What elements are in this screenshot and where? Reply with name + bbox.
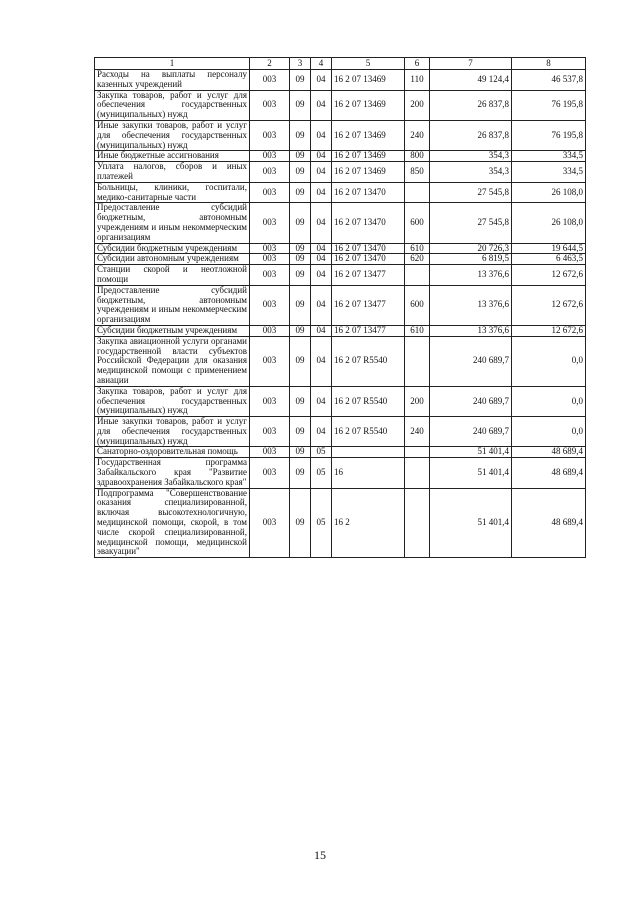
admin-code-cell: 003 [250,458,290,488]
amount-year2-cell: 46 537,8 [512,70,586,91]
expense-type-cell: 610 [405,325,430,336]
amount-year1-cell: 240 689,7 [430,417,512,447]
expense-type-cell: 110 [405,70,430,91]
target-article-cell: 16 2 07 13469 [332,70,405,91]
section-cell: 09 [290,254,311,265]
amount-year1-cell: 6 819,5 [430,254,512,265]
target-article-cell: 16 2 07 13470 [332,243,405,254]
column-header: 7 [430,58,512,70]
section-cell: 09 [290,243,311,254]
amount-year2-cell: 26 108,0 [512,203,586,243]
admin-code-cell: 003 [250,265,290,286]
subsection-cell: 05 [311,447,332,458]
expense-type-cell [405,458,430,488]
target-article-cell: 16 2 07 13469 [332,151,405,162]
subsection-cell: 04 [311,70,332,91]
amount-year2-cell: 0,0 [512,336,586,386]
section-cell: 09 [290,336,311,386]
amount-year1-cell: 13 376,6 [430,285,512,325]
admin-code-cell: 003 [250,243,290,254]
column-header: 1 [95,58,250,70]
amount-year1-cell: 51 401,4 [430,447,512,458]
expense-type-cell: 610 [405,243,430,254]
section-cell: 09 [290,458,311,488]
section-cell: 09 [290,447,311,458]
row-name-cell: Станции скорой и неотложной помощи [95,265,250,286]
row-name-cell: Уплата налогов, сборов и иных платежей [95,162,250,183]
expense-type-cell: 600 [405,203,430,243]
table-row [95,458,586,488]
subsection-cell: 04 [311,243,332,254]
table-header-row [95,58,586,70]
row-name-cell: Закупка товаров, работ и услуг для обеспечения государственных (муниципальных) нужд [95,386,250,416]
subsection-cell: 04 [311,265,332,286]
subsection-cell: 04 [311,151,332,162]
amount-year1-cell: 13 376,6 [430,265,512,286]
table-row [95,265,586,286]
amount-year2-cell: 26 108,0 [512,182,586,203]
amount-year2-cell: 76 195,8 [512,120,586,150]
table-row [95,243,586,254]
amount-year1-cell: 20 726,3 [430,243,512,254]
amount-year2-cell: 0,0 [512,386,586,416]
expense-type-cell [405,336,430,386]
subsection-cell: 04 [311,182,332,203]
target-article-cell: 16 2 07 13469 [332,90,405,120]
subsection-cell: 04 [311,386,332,416]
table-row [95,70,586,91]
row-name-cell: Иные закупки товаров, работ и услуг для обеспечения государственных (муниципальных) нужд [95,417,250,447]
admin-code-cell: 003 [250,386,290,416]
row-name-cell: Субсидии бюджетным учреждениям [95,325,250,336]
amount-year2-cell: 76 195,8 [512,90,586,120]
amount-year2-cell: 12 672,6 [512,265,586,286]
amount-year2-cell: 48 689,4 [512,488,586,558]
table-row [95,90,586,120]
amount-year2-cell: 48 689,4 [512,447,586,458]
amount-year2-cell: 334,5 [512,151,586,162]
row-name-cell: Больницы, клиники, госпитали, медико-санитарные части [95,182,250,203]
section-cell: 09 [290,386,311,416]
amount-year1-cell: 51 401,4 [430,458,512,488]
expense-type-cell: 200 [405,90,430,120]
table-row [95,151,586,162]
section-cell: 09 [290,417,311,447]
section-cell: 09 [290,265,311,286]
table-row [95,120,586,150]
section-cell: 09 [290,488,311,558]
section-cell: 09 [290,203,311,243]
subsection-cell: 04 [311,285,332,325]
amount-year2-cell: 48 689,4 [512,458,586,488]
row-name-cell: Государственная программа Забайкальского края "Развитие здравоохранения Забайкальского края" [95,458,250,488]
admin-code-cell: 003 [250,203,290,243]
subsection-cell: 04 [311,90,332,120]
row-name-cell: Подпрограмма "Совершенствование оказания специализированной, включая высокотехнологичную, медицинской помощи, скорой, в том числе скорой специализированной, медицинской помощи, медицинской эвакуации" [95,488,250,558]
amount-year1-cell: 26 837,8 [430,90,512,120]
target-article-cell: 16 2 07 13469 [332,162,405,183]
expense-type-cell: 600 [405,285,430,325]
amount-year2-cell: 12 672,6 [512,325,586,336]
table-row [95,447,586,458]
amount-year1-cell: 240 689,7 [430,336,512,386]
table-body [95,70,586,558]
subsection-cell: 04 [311,254,332,265]
row-name-cell: Предоставление субсидий бюджетным, автономным учреждениям и иным некоммерческим организациям [95,203,250,243]
admin-code-cell: 003 [250,120,290,150]
column-header: 4 [311,58,332,70]
table-row [95,182,586,203]
row-name-cell: Субсидии автономным учреждениям [95,254,250,265]
expense-type-cell: 620 [405,254,430,265]
subsection-cell: 04 [311,120,332,150]
row-name-cell: Субсидии бюджетным учреждениям [95,243,250,254]
expense-type-cell: 850 [405,162,430,183]
amount-year1-cell: 354,3 [430,151,512,162]
table-row [95,488,586,558]
amount-year2-cell: 12 672,6 [512,285,586,325]
row-name-cell: Предоставление субсидий бюджетным, автономным учреждениям и иным некоммерческим организациям [95,285,250,325]
expense-type-cell [405,182,430,203]
target-article-cell: 16 2 07 R5540 [332,336,405,386]
amount-year1-cell: 240 689,7 [430,386,512,416]
column-header: 5 [332,58,405,70]
row-name-cell: Расходы на выплаты персоналу казенных учреждений [95,70,250,91]
column-header: 2 [250,58,290,70]
section-cell: 09 [290,182,311,203]
section-cell: 09 [290,70,311,91]
row-name-cell: Закупка товаров, работ и услуг для обеспечения государственных (муниципальных) нужд [95,90,250,120]
target-article-cell: 16 2 07 13470 [332,254,405,265]
amount-year2-cell: 6 463,5 [512,254,586,265]
subsection-cell: 04 [311,336,332,386]
table-row [95,325,586,336]
amount-year1-cell: 26 837,8 [430,120,512,150]
page-number: 15 [314,848,326,862]
amount-year1-cell: 27 545,8 [430,182,512,203]
expense-type-cell: 240 [405,120,430,150]
admin-code-cell: 003 [250,90,290,120]
target-article-cell: 16 2 07 13470 [332,182,405,203]
section-cell: 09 [290,90,311,120]
row-name-cell: Санаторно-оздоровительная помощь [95,447,250,458]
target-article-cell: 16 2 07 R5540 [332,386,405,416]
amount-year1-cell: 49 124,4 [430,70,512,91]
amount-year2-cell: 19 644,5 [512,243,586,254]
row-name-cell: Иные закупки товаров, работ и услуг для обеспечения государственных (муниципальных) нужд [95,120,250,150]
subsection-cell: 04 [311,162,332,183]
target-article-cell: 16 2 07 R5540 [332,417,405,447]
section-cell: 09 [290,120,311,150]
budget-table [94,57,586,558]
table-row [95,336,586,386]
amount-year1-cell: 51 401,4 [430,488,512,558]
admin-code-cell: 003 [250,336,290,386]
amount-year1-cell: 354,3 [430,162,512,183]
table-row [95,386,586,416]
target-article-cell: 16 2 07 13477 [332,325,405,336]
column-header: 8 [512,58,586,70]
amount-year1-cell: 13 376,6 [430,325,512,336]
table-row [95,417,586,447]
amount-year1-cell: 27 545,8 [430,203,512,243]
table-row [95,203,586,243]
expense-type-cell: 800 [405,151,430,162]
admin-code-cell: 003 [250,325,290,336]
row-name-cell: Иные бюджетные ассигнования [95,151,250,162]
column-header: 3 [290,58,311,70]
admin-code-cell: 003 [250,488,290,558]
target-article-cell: 16 2 07 13470 [332,203,405,243]
target-article-cell: 16 2 07 13469 [332,120,405,150]
subsection-cell: 05 [311,488,332,558]
amount-year2-cell: 334,5 [512,162,586,183]
section-cell: 09 [290,285,311,325]
admin-code-cell: 003 [250,70,290,91]
subsection-cell: 05 [311,458,332,488]
target-article-cell: 16 2 [332,488,405,558]
admin-code-cell: 003 [250,151,290,162]
target-article-cell: 16 2 07 13477 [332,285,405,325]
expense-type-cell [405,488,430,558]
section-cell: 09 [290,162,311,183]
subsection-cell: 04 [311,325,332,336]
admin-code-cell: 003 [250,285,290,325]
amount-year2-cell: 0,0 [512,417,586,447]
admin-code-cell: 003 [250,182,290,203]
target-article-cell: 16 [332,458,405,488]
admin-code-cell: 003 [250,162,290,183]
expense-type-cell [405,265,430,286]
target-article-cell [332,447,405,458]
row-name-cell: Закупка авиационной услуги органами государственной власти субъектов Российской Федерации для оказания медицинской помощи с применением авиации [95,336,250,386]
section-cell: 09 [290,325,311,336]
section-cell: 09 [290,151,311,162]
admin-code-cell: 003 [250,254,290,265]
admin-code-cell: 003 [250,447,290,458]
subsection-cell: 04 [311,417,332,447]
expense-type-cell [405,447,430,458]
column-header: 6 [405,58,430,70]
target-article-cell: 16 2 07 13477 [332,265,405,286]
expense-type-cell: 240 [405,417,430,447]
admin-code-cell: 003 [250,417,290,447]
expense-type-cell: 200 [405,386,430,416]
table-row [95,254,586,265]
table-row [95,162,586,183]
subsection-cell: 04 [311,203,332,243]
table-row [95,285,586,325]
